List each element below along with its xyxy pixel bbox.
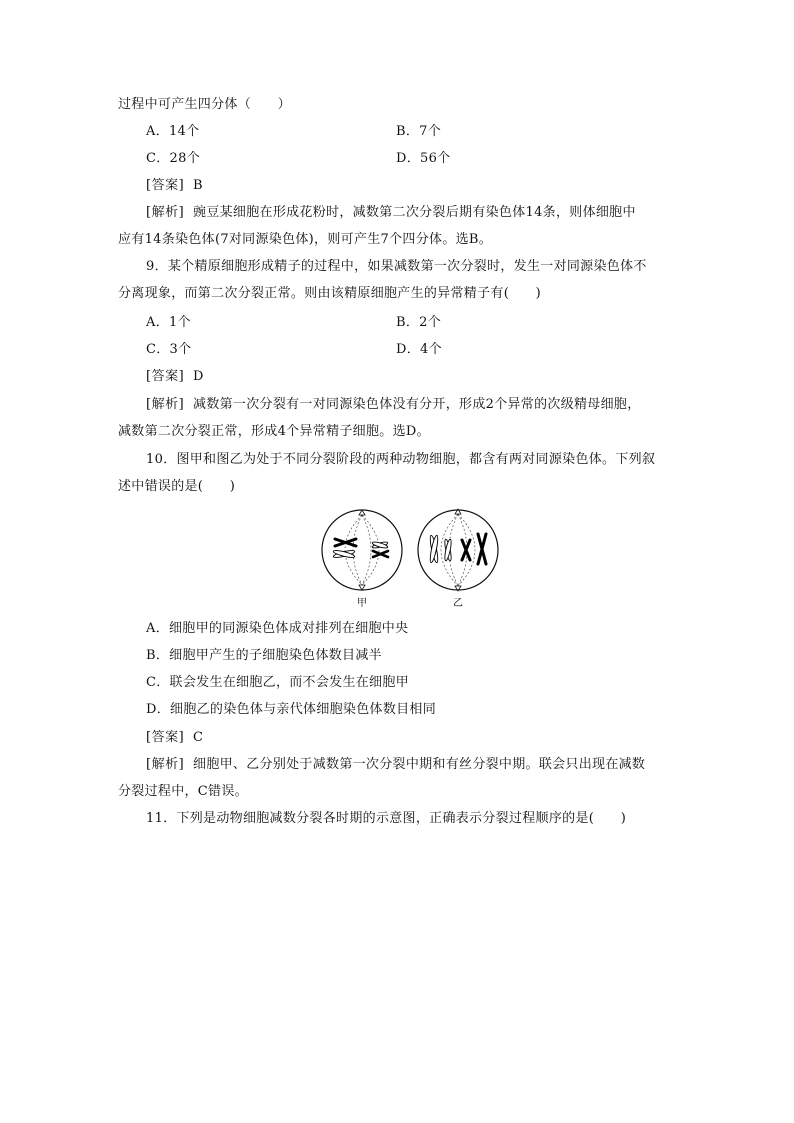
answer-label: [答案] [146,730,185,745]
q10-option-a: A．细胞甲的同源染色体成对排列在细胞中央 [146,621,409,636]
cell-jia [322,510,402,590]
q9-stem-cont: 分离现象，而第二次分裂正常。则由该精原细胞产生的异常精子有( ) [118,286,542,301]
answer-label: [答案] [146,369,185,384]
q8-answer [146,177,203,195]
q9-stem: 9．某个精原细胞形成精子的过程中，如果减数第一次分裂时，发生一对同源染色体不 [146,259,647,274]
q8-option-c: C．28个 [146,151,200,166]
analysis-text: 细胞甲、乙分别处于减数第一次分裂中期和有丝分裂中期。联会只出现在减数 [193,757,646,772]
q9-option-d: D．4个 [396,342,442,357]
cell-diagram [318,507,502,609]
q10-stem: 10．图甲和图乙为处于不同分裂阶段的两种动物细胞，都含有两对同源染色体。下列叙 [146,452,656,467]
answer-value: C [193,730,204,745]
q10-analysis-cont: 分裂过程中，C错误。 [118,784,248,799]
figure-label-jia: 甲 [357,598,367,609]
q9-answer [146,368,204,386]
answer-label: [答案] [146,178,185,193]
q8-analysis-cont: 应有14条染色体(7对同源染色体)，则可产生7个四分体。选B。 [118,232,493,247]
q8-option-d: D．56个 [396,151,451,166]
analysis-text: 减数第一次分裂有一对同源染色体没有分开，形成2个异常的次级精母细胞， [193,397,641,412]
cell-yi [418,509,498,591]
q10-answer [146,729,203,747]
q9-analysis-cont: 减数第二次分裂正常，形成4个异常精子细胞。选D。 [118,424,430,439]
analysis-label: [解析] [146,757,185,772]
q8-stem-tail: 过程中可产生四分体（ ） [118,97,291,112]
q8-analysis [146,204,636,222]
q10-option-d: D．细胞乙的染色体与亲代体细胞染色体数目相同 [146,702,437,717]
q10-option-c: C．联会发生在细胞乙，而不会发生在细胞甲 [146,675,409,690]
q11-stem: 11．下列是动物细胞减数分裂各时期的示意图，正确表示分裂过程顺序的是( ) [146,811,627,826]
figure-label-yi: 乙 [453,598,463,609]
q9-option-b: B．2个 [396,315,442,330]
analysis-label: [解析] [146,397,185,412]
analysis-label: [解析] [146,205,185,220]
q9-option-a: A．1个 [146,315,191,330]
q9-option-c: C．3个 [146,342,192,357]
q10-stem-cont: 述中错误的是( ) [118,479,236,494]
analysis-text: 豌豆某细胞在形成花粉时，减数第二次分裂后期有染色体14条，则体细胞中 [193,205,636,220]
q10-analysis [146,756,645,774]
cell-division-figure [318,507,502,609]
q8-option-b: B．7个 [396,124,442,139]
q8-option-a: A．14个 [146,124,200,139]
answer-value: B [193,178,203,193]
q9-analysis [146,396,641,414]
answer-value: D [193,369,204,384]
q10-option-b: B．细胞甲产生的子细胞染色体数目减半 [146,648,382,663]
